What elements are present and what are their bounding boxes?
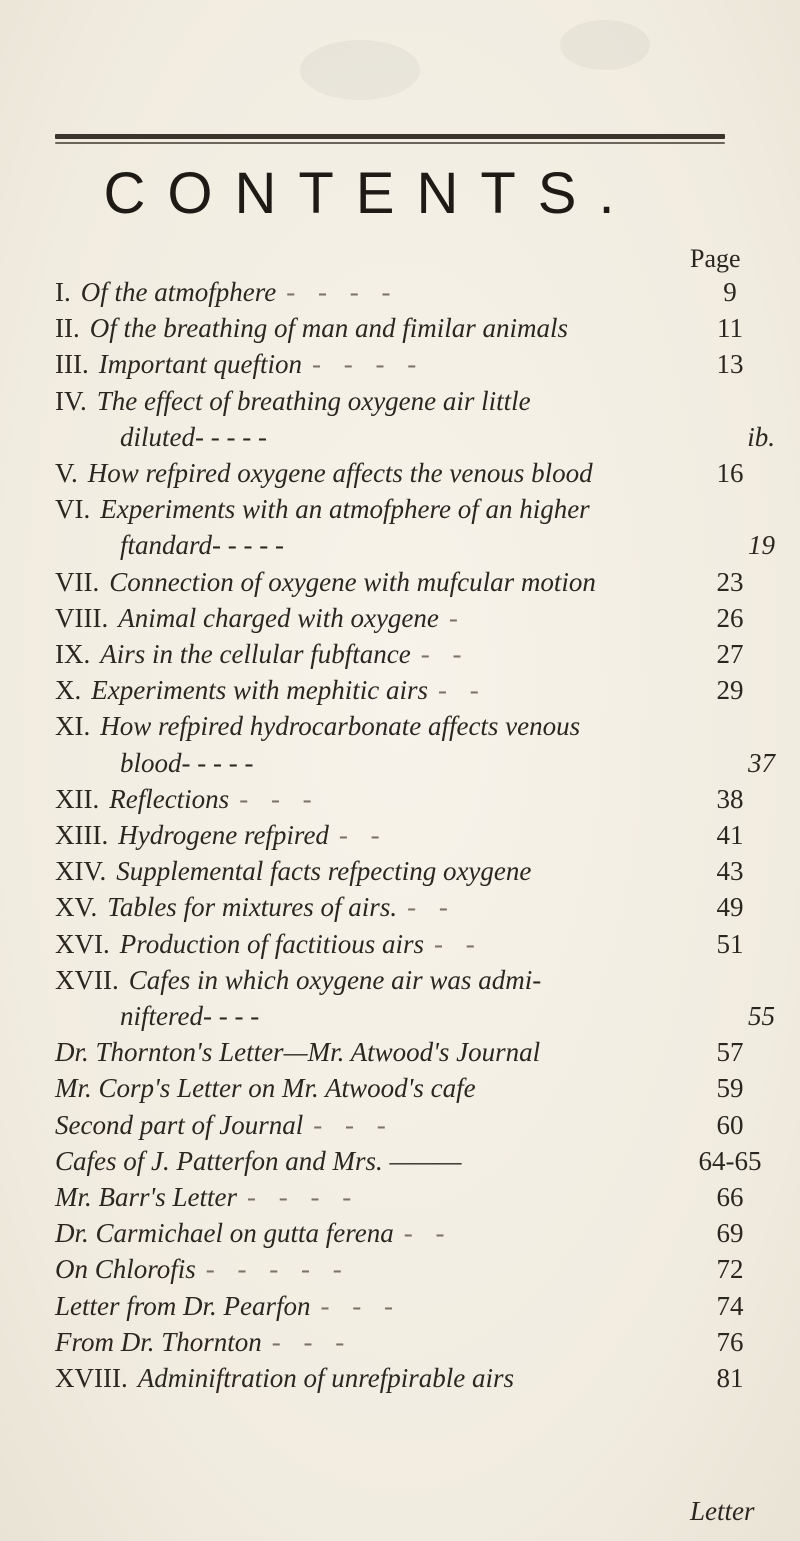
catchword: Letter <box>690 1496 755 1526</box>
toc-entry <box>55 346 775 382</box>
toc-entry <box>55 889 775 925</box>
toc-entry-number: IV. <box>55 385 87 416</box>
toc-entry-page-number: 81 <box>716 1363 744 1393</box>
toc-entry <box>120 998 775 1034</box>
toc-entry-title: Production of factitious airs <box>119 928 425 959</box>
toc-entry <box>55 781 775 817</box>
toc-entry-number: XII. <box>55 783 100 814</box>
toc-entry-title: Cafes of J. Patterfon and Mrs. ——— <box>55 1145 462 1176</box>
toc-entry-number: XVIII. <box>55 1363 128 1393</box>
toc-entry <box>55 962 775 998</box>
toc-entry <box>55 1251 775 1287</box>
toc-entry-title: Cafes in which oxygene air was admi- <box>128 964 542 995</box>
header-rule-thick <box>55 134 725 139</box>
toc-entry <box>55 383 775 419</box>
toc-entry-page-number: 29 <box>716 675 744 706</box>
toc-entry-page-number: 41 <box>716 820 744 850</box>
toc-entry-leader: - - - - <box>286 277 399 307</box>
toc-entry-number: X. <box>55 675 82 706</box>
toc-entry-leader: - - - - - <box>212 530 284 561</box>
toc-entry-page-number: 37 <box>748 747 775 778</box>
toc-entry-page-number: 64-65 <box>698 1145 762 1176</box>
toc-entry-title: Dr. Thornton's Letter—Mr. Atwood's Journal <box>55 1037 541 1068</box>
toc-entry-title: Tables for mixtures of airs. <box>107 892 398 923</box>
toc-entry-number: VI. <box>55 494 91 525</box>
toc-entry <box>55 1107 775 1143</box>
toc-entry-title: How refpired hydrocarbonate affects venous <box>100 711 581 742</box>
toc-entry-title: diluted <box>120 421 195 452</box>
toc-entry-leader: - - <box>407 892 456 923</box>
toc-entry-title: Mr. Barr's Letter <box>55 1182 238 1212</box>
toc-entry <box>55 1215 775 1251</box>
toc-entry-title: niftered <box>120 1001 203 1031</box>
toc-entry-title: Experiments with an atmofphere of an higher <box>100 494 590 525</box>
paper-stain <box>300 40 420 100</box>
toc-entry-page-number: 16 <box>716 458 744 488</box>
toc-entry-title: ftandard <box>120 530 213 561</box>
toc-entry-page-number: 76 <box>716 1326 744 1357</box>
toc-entry <box>120 745 775 781</box>
toc-entry-page-number: 51 <box>716 928 744 959</box>
toc-entry <box>55 1360 775 1396</box>
toc-entry-title: Reflections <box>109 783 230 814</box>
toc-entry-title: Of the breathing of man and fimilar animals <box>89 313 568 344</box>
toc-entry <box>55 817 775 853</box>
toc-entry <box>55 274 775 310</box>
toc-entry-leader: - - - - - <box>181 747 254 778</box>
toc-entry-page-number: 57 <box>716 1037 744 1068</box>
toc-entry-number: V. <box>55 458 78 488</box>
toc-entry-number: I. <box>55 277 71 307</box>
toc-entry-number: XIV. <box>55 856 107 887</box>
toc-entry <box>55 1324 775 1360</box>
toc-entry <box>55 1143 775 1179</box>
toc-entry-number: XV. <box>55 892 98 923</box>
toc-entry-leader: - - - - - <box>205 1254 350 1285</box>
toc-entry-leader: - <box>448 602 466 633</box>
toc-entry-title: The effect of breathing oxygene air little <box>96 385 531 416</box>
toc-entry-title: blood <box>120 747 182 778</box>
toc-entry-title: Hydrogene refpired <box>118 820 329 850</box>
toc-entry-leader: - - - - <box>247 1182 360 1212</box>
toc-entry <box>55 672 775 708</box>
toc-entry-number: VII. <box>55 566 100 597</box>
toc-entry <box>120 419 775 455</box>
toc-entry <box>120 527 775 563</box>
toc-entry <box>55 491 775 527</box>
toc-entry-leader: - - <box>338 820 388 850</box>
toc-entry <box>55 708 775 744</box>
toc-entry-title: Letter from Dr. Pearfon <box>55 1290 311 1321</box>
toc-entry-title: Airs in the cellular fubftance <box>100 639 411 669</box>
toc-entry-number: III. <box>55 349 89 380</box>
toc-entry-title: Adminiftration of unrefpirable airs <box>137 1363 514 1393</box>
toc-entry-title: Second part of Journal <box>55 1109 304 1140</box>
toc-entry-title: On Chlorofis <box>55 1254 196 1285</box>
toc-entry-page-number: 74 <box>716 1290 744 1321</box>
toc-entry-page-number: 66 <box>716 1182 744 1212</box>
toc-entry-number: XVII. <box>55 964 119 995</box>
toc-entry-number: XIII. <box>55 820 109 850</box>
toc-entry-title: How refpired oxygene affects the venous blood <box>87 458 593 488</box>
toc-entry-page-number: 72 <box>716 1254 744 1285</box>
toc-entry <box>55 310 775 346</box>
toc-entry-title: Animal charged with oxygene <box>118 602 439 633</box>
toc-entry-leader: - - - <box>313 1109 394 1140</box>
toc-entry-leader: - - - - <box>202 1001 260 1031</box>
toc-entry-leader: - - - <box>239 783 320 814</box>
page-column-label: Page <box>690 244 741 273</box>
toc-entry-page-number: 23 <box>716 566 744 597</box>
toc-entry-leader: - - <box>437 675 487 706</box>
toc-entry <box>55 1288 775 1324</box>
toc-entry-leader: - - - - - <box>195 421 267 452</box>
toc-entry-title: Connection of oxygene with mufcular motion <box>109 566 596 597</box>
toc-entry-page-number: 9 <box>723 277 737 307</box>
toc-entry-page-number: 55 <box>748 1001 775 1031</box>
page-title: CONTENTS. <box>103 161 637 226</box>
toc-entry-leader: - - <box>434 928 483 959</box>
toc-entry <box>55 1179 775 1215</box>
toc-entry-page-number: 69 <box>716 1218 744 1249</box>
toc-entry-leader: - - - <box>320 1290 401 1321</box>
toc-entry <box>55 926 775 962</box>
toc-entry <box>55 455 775 491</box>
toc-entry <box>55 564 775 600</box>
toc-entry-page-number: 26 <box>716 602 744 633</box>
toc-entry-title: Of the atmofphere <box>80 277 277 307</box>
header-rule-thin <box>55 142 725 144</box>
toc-entry-title: Dr. Carmichael on gutta ferena <box>55 1218 394 1249</box>
toc-entry-page-number: 19 <box>748 530 775 561</box>
toc-entry-title: Supplemental facts refpecting oxygene <box>116 856 532 887</box>
toc-entry-number: VIII. <box>55 602 109 633</box>
toc-entry-page-number: 59 <box>716 1073 744 1104</box>
toc-entry-number: XI. <box>55 711 91 742</box>
toc-entry-page-number: 43 <box>716 856 744 887</box>
toc-entry-page-number: 49 <box>716 892 744 923</box>
toc-entry <box>55 1034 775 1070</box>
toc-entry-page-number: ib. <box>747 421 775 452</box>
toc-entry-page-number: 60 <box>716 1109 744 1140</box>
toc-entry-number: XVI. <box>55 928 110 959</box>
toc-entry-title: From Dr. Thornton <box>55 1326 262 1357</box>
toc-entry-number: II. <box>55 313 80 344</box>
toc-entry-title: Experiments with mephitic airs <box>91 675 428 706</box>
toc-entry-leader: - - <box>403 1218 453 1249</box>
toc-entry <box>55 600 775 636</box>
toc-entry-page-number: 38 <box>716 783 744 814</box>
toc-entry-number: IX. <box>55 639 91 669</box>
toc-entry-page-number: 13 <box>716 349 744 380</box>
toc-entry-title: Mr. Corp's Letter on Mr. Atwood's cafe <box>55 1073 476 1104</box>
toc-entry <box>55 636 775 672</box>
toc-entry-leader: - - - <box>271 1326 353 1357</box>
toc-entry <box>55 1070 775 1106</box>
toc-entry-leader: - - <box>420 639 470 669</box>
toc-entry <box>55 853 775 889</box>
paper-stain <box>560 20 650 70</box>
toc-entry-title: Important queftion <box>98 349 302 380</box>
toc-entry-page-number: 11 <box>717 313 743 344</box>
toc-entry-leader: - - - - <box>311 349 425 380</box>
toc-entry-page-number: 27 <box>716 639 744 669</box>
